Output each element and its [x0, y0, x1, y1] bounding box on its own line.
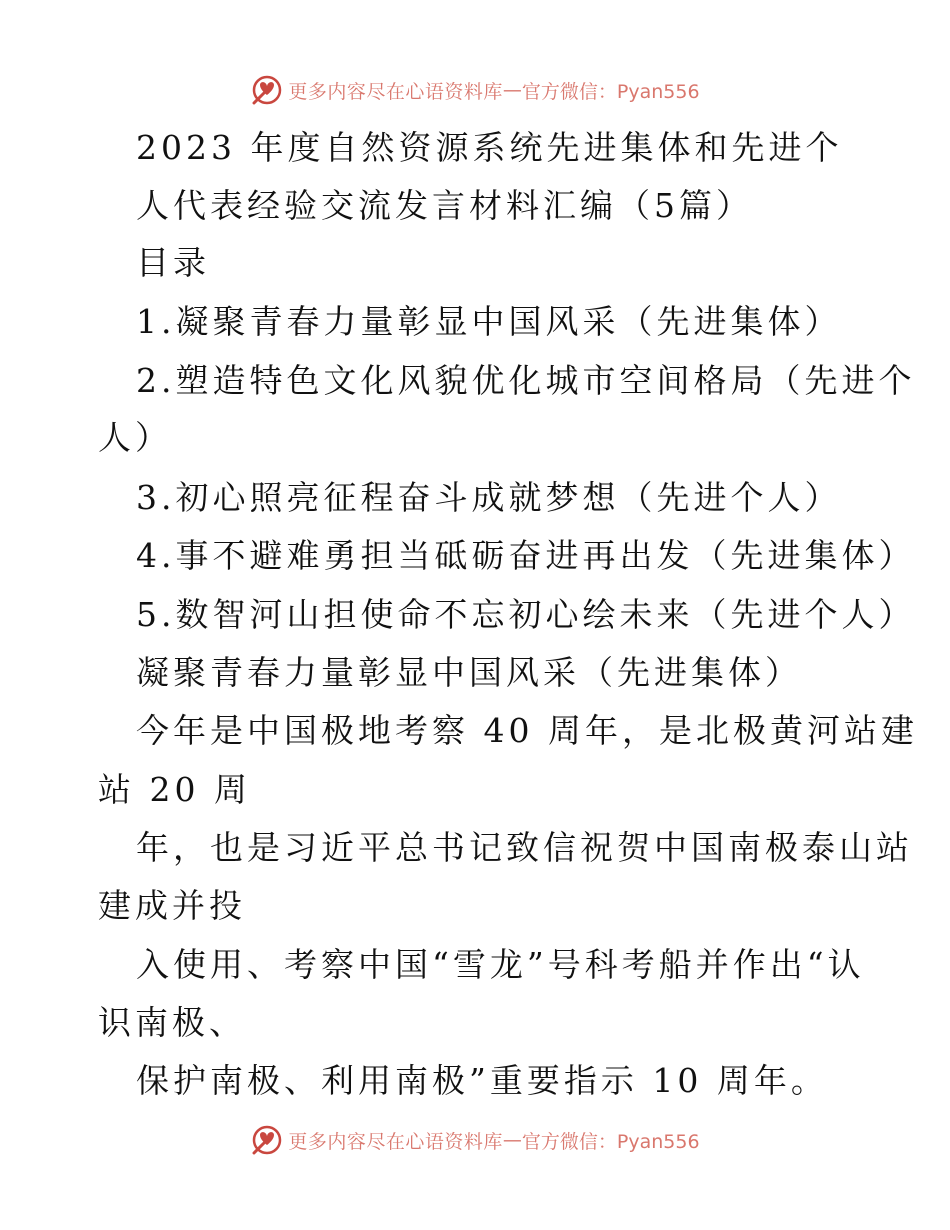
watermark-wechat: 官方微信：Pyan556: [521, 1130, 700, 1153]
toc-item-2-cont: 人）: [98, 418, 172, 457]
watermark-separator: —: [502, 79, 522, 101]
paragraph-line: 今年是中国极地考察 40 周年，是北极黄河站建: [136, 711, 918, 750]
heart-pen-logo-icon: [250, 1123, 284, 1157]
paragraph-line: 站 20 周: [98, 770, 251, 809]
doc-title-line-2: 人代表经验交流发言材料汇编（5篇）: [136, 186, 753, 225]
toc-item-4: 4.事不避难勇担当砥砺奋进再出发（先进集体）: [136, 536, 916, 575]
watermark-banner-bottom: [0, 1120, 950, 1160]
watermark-separator: —: [502, 1129, 522, 1151]
toc-item-3: 3.初心照亮征程奋斗成就梦想（先进个人）: [136, 478, 842, 517]
doc-title-line-1: 2023 年度自然资源系统先进集体和先进个: [136, 128, 843, 167]
section-title: 凝聚青春力量彰显中国风采（先进集体）: [136, 653, 802, 692]
heart-pen-logo-icon: [250, 73, 284, 107]
toc-item-2: 2.塑造特色文化风貌优化城市空间格局（先进个: [136, 361, 916, 400]
toc-heading: 目录: [136, 243, 210, 282]
watermark-text: 更多内容尽在心语资料库: [288, 80, 503, 103]
paragraph-line: 入使用、考察中国“雪龙”号科考船并作出“认: [136, 945, 865, 984]
watermark-text: 更多内容尽在心语资料库: [288, 1130, 503, 1153]
paragraph-line: 识南极、: [98, 1003, 246, 1042]
watermark-banner-top: [0, 70, 950, 110]
paragraph-line: 年，也是习近平总书记致信祝贺中国南极泰山站: [136, 828, 913, 867]
paragraph-line: 建成并投: [98, 886, 246, 925]
toc-item-1: 1.凝聚青春力量彰显中国风采（先进集体）: [136, 302, 842, 341]
paragraph-line: 保护南极、利用南极”重要指示 10 周年。: [136, 1061, 828, 1100]
watermark-wechat: 官方微信：Pyan556: [521, 80, 700, 103]
toc-item-5: 5.数智河山担使命不忘初心绘未来（先进个人）: [136, 595, 916, 634]
